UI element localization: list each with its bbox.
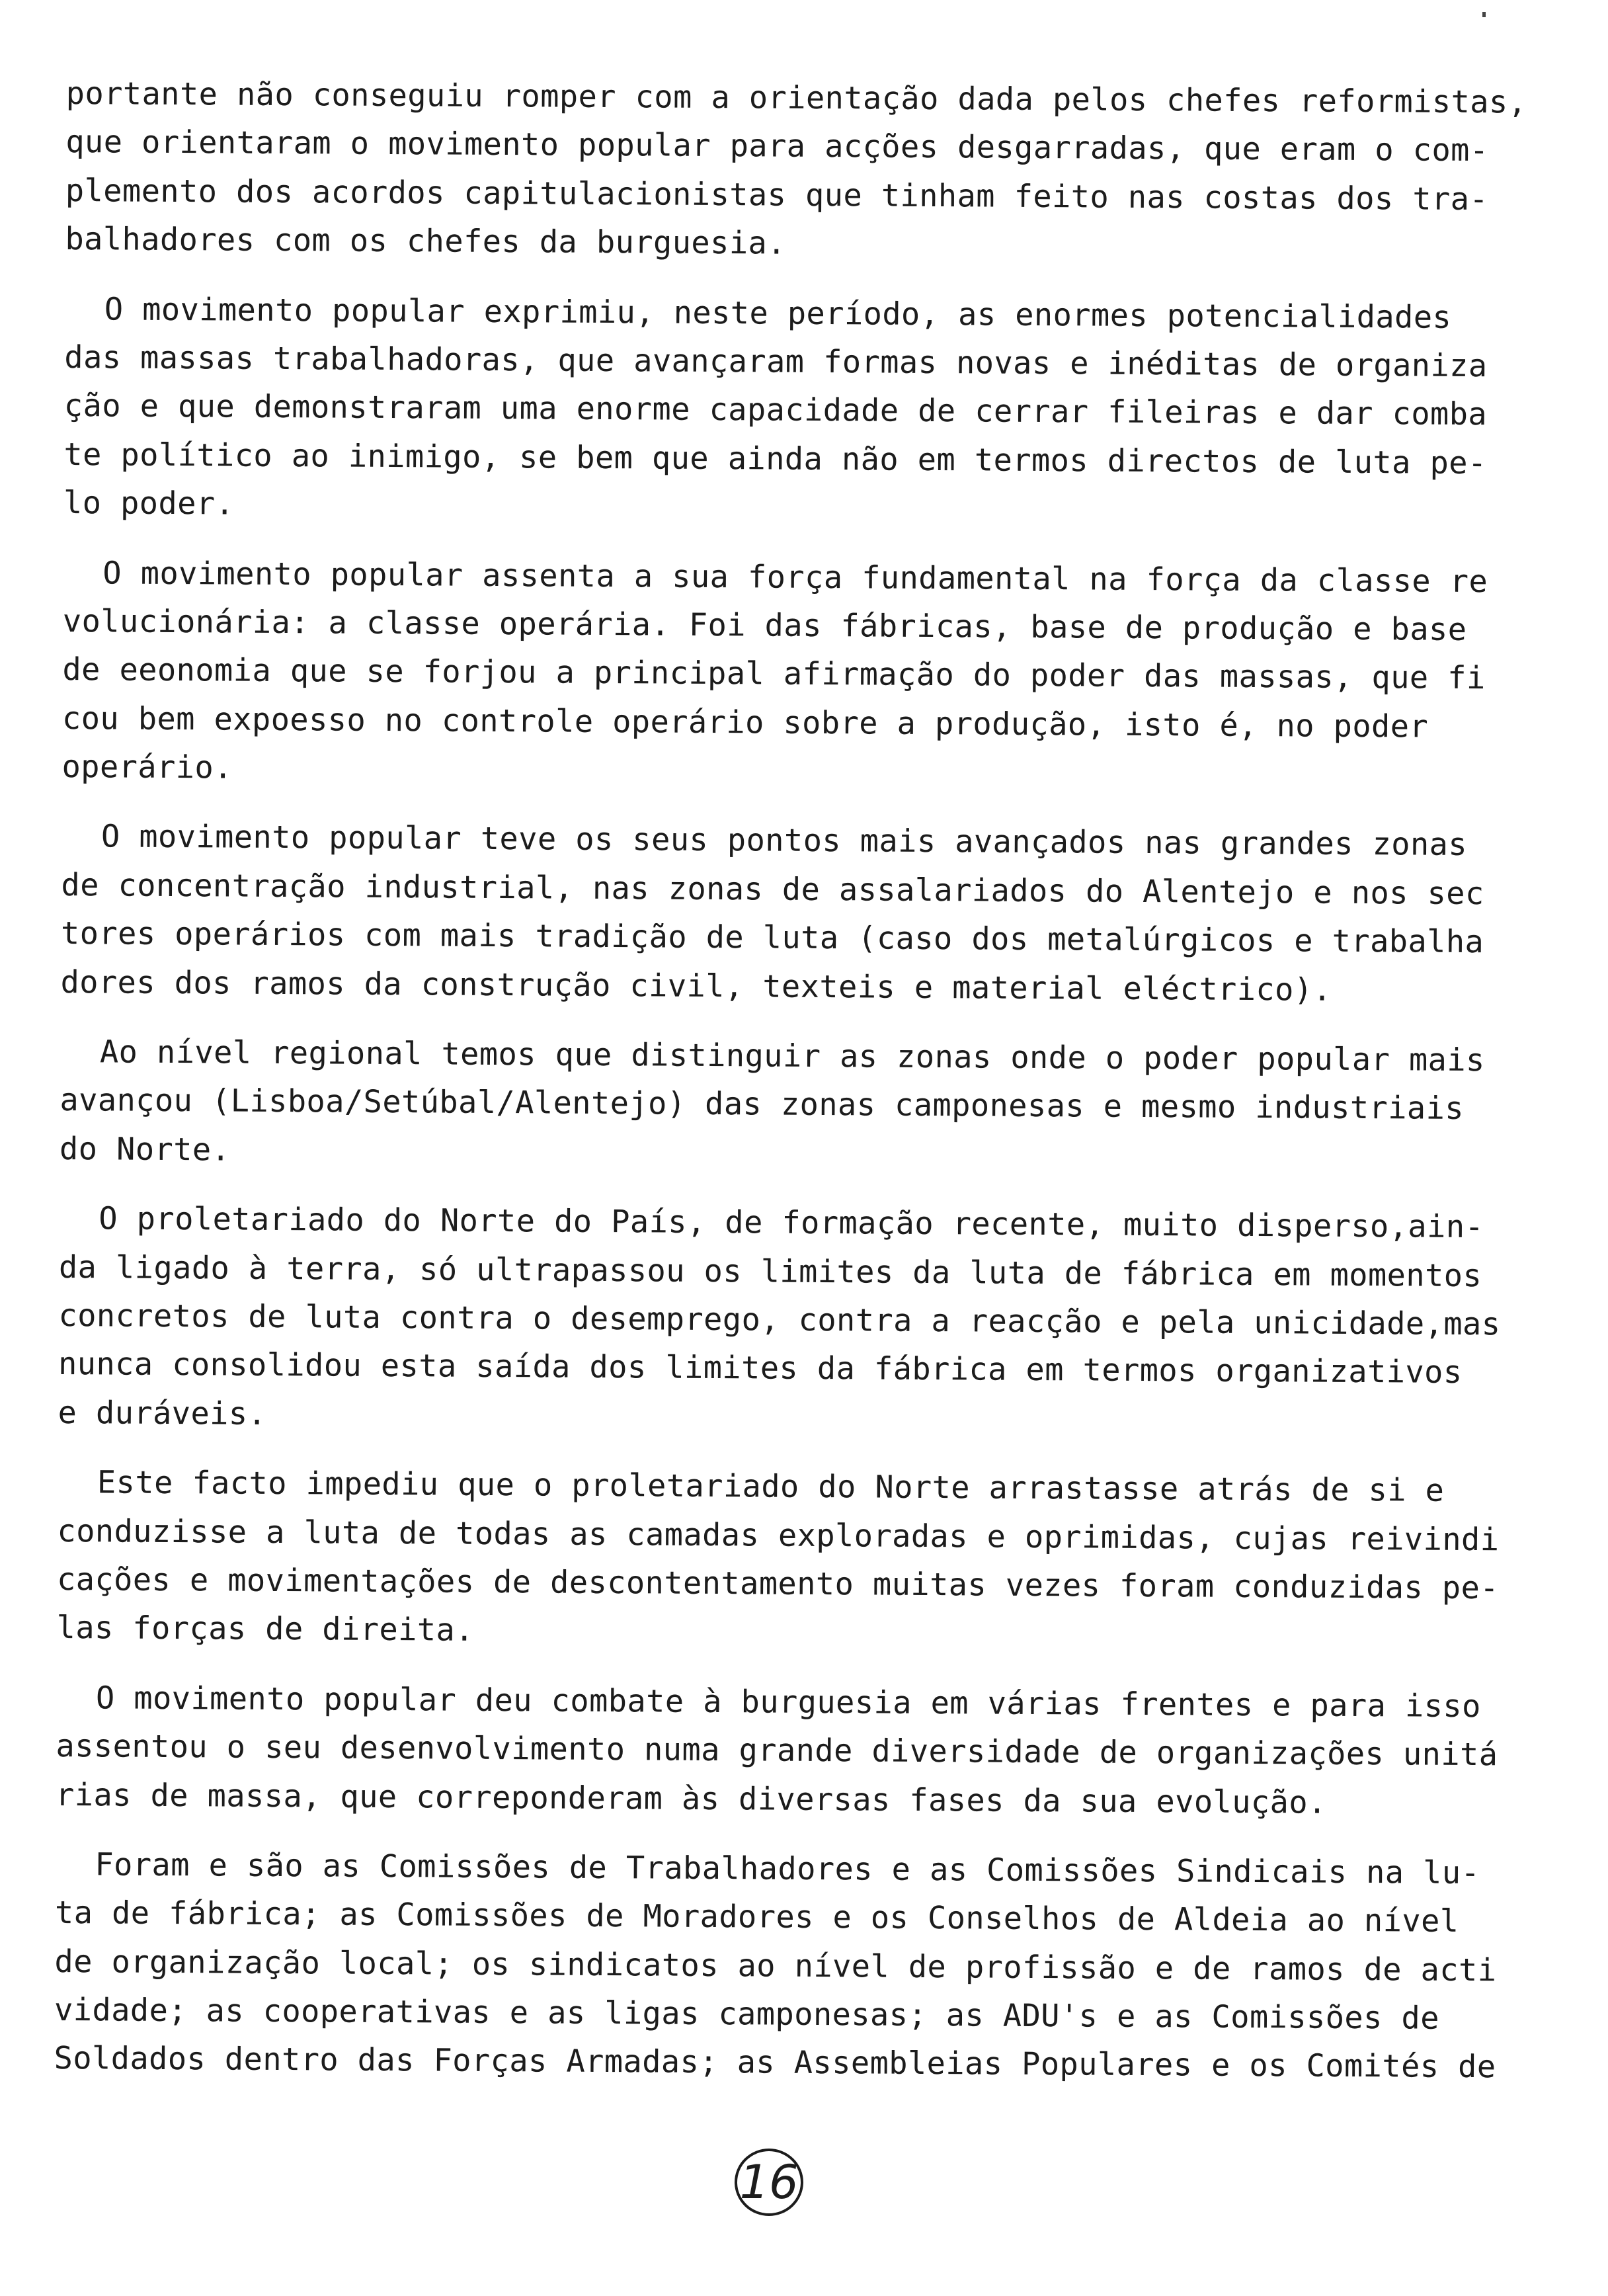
paragraph-5	[60, 1028, 1561, 1182]
text-line: tores operários com mais tradição de luta (caso dos metalúrgicos e trabalha	[60, 915, 1484, 961]
body-text	[54, 69, 1567, 2092]
scan-speck	[1482, 12, 1486, 17]
text-line: operário.	[61, 749, 233, 786]
paragraph-4	[60, 812, 1562, 1015]
text-line: lo poder.	[63, 485, 235, 522]
circled-page-number	[733, 2146, 805, 2219]
text-line: concretos de luta contra o desemprego, contra a reacção e pela unicidade,mas	[58, 1297, 1501, 1343]
paragraph-9	[54, 1840, 1556, 2092]
text-line: e duráveis.	[58, 1394, 267, 1432]
text-line: O movimento popular assenta a sua força fundamental na força da classe re	[102, 554, 1488, 600]
text-line: que orientaram o movimento popular para acções desgarradas, que eram o com-	[65, 124, 1489, 169]
text-line: balhadores com os chefes da burguesia.	[65, 221, 787, 262]
text-line: cou bem expoesso no controle operário sobre a produção, isto é, no poder	[61, 700, 1429, 745]
paragraph-2	[63, 285, 1566, 537]
text-line: ta de fábrica; as Comissões de Moradores e os Conselhos de Aldeia ao nível	[54, 1895, 1459, 1940]
text-line: das massas trabalhadoras, que avançaram formas novas e inéditas de organiza	[64, 339, 1488, 385]
text-line: nunca consolidou esta saída dos limites da fábrica em termos organizativos	[58, 1346, 1463, 1391]
text-line: te político ao inimigo, se bem que ainda não em termos directos de luta pe-	[63, 436, 1487, 481]
paragraph-3	[61, 549, 1564, 801]
text-line: Ao nível regional temos que distinguir as zonas onde o poder popular mais	[99, 1034, 1485, 1079]
paragraph-8	[56, 1674, 1557, 1828]
text-line: de organização local; os sindicatos ao nível de profissão e de ramos de acti	[54, 1943, 1497, 1988]
paragraph-1	[65, 69, 1567, 272]
text-line: portante não conseguiu romper com a orientação dada pelos chefes reformistas,	[65, 75, 1527, 121]
text-line: de concentração industrial, nas zonas de assalariados do Alentejo e nos sec	[61, 866, 1484, 912]
page-number	[733, 2146, 805, 2219]
text-line: Soldados dentro das Forças Armadas; as Assembleias Populares e os Comités de	[54, 2040, 1496, 2086]
text-line: O movimento popular deu combate à burguesia em várias frentes e para isso	[95, 1680, 1481, 1725]
text-line: assentou o seu desenvolvimento numa grande diversidade de organizações unitá	[56, 1728, 1498, 1774]
text-line: Este facto impediu que o proletariado do Norte arrastasse atrás de si e	[97, 1464, 1445, 1509]
text-line: vidade; as cooperativas e as ligas camponesas; as ADU's e as Comissões de	[54, 1992, 1440, 2037]
text-line: volucionária: a classe operária. Foi das fábricas, base de produção e base	[62, 602, 1467, 648]
text-line: plemento dos acordos capitulacionistas que tinham feito nas costas dos tra-	[65, 172, 1489, 218]
paragraph-7	[56, 1458, 1558, 1661]
text-line: O movimento popular teve os seus pontos mais avançados nas grandes zonas	[100, 818, 1468, 864]
page-number-text: 16	[739, 2155, 799, 2209]
text-line: do Norte.	[59, 1130, 231, 1168]
text-line: conduzisse a luta de todas as camadas exploradas e oprimidas, cujas reivindi	[57, 1512, 1500, 1558]
text-line: da ligado à terra, só ultrapassou os limites da luta de fábrica em momentos	[58, 1249, 1482, 1294]
text-line: O movimento popular exprimiu, neste período, as enormes potencialidades	[104, 290, 1452, 336]
text-line: de eeonomia que se forjou a principal afirmação do poder das massas, que fi	[62, 651, 1486, 697]
text-line: dores dos ramos da construção civil, texteis e material eléctrico).	[60, 964, 1332, 1008]
text-line: rias de massa, que correponderam às diversas fases da sua evolução.	[55, 1776, 1327, 1821]
text-line: Foram e são as Comissões de Trabalhadores e as Comissões Sindicais na lu-	[95, 1846, 1480, 1892]
text-line: ção e que demonstraram uma enorme capacidade de cerrar fileiras e dar comba	[63, 388, 1488, 433]
text-line: las forças de direita.	[56, 1610, 475, 1649]
text-line: avançou (Lisboa/Setúbal/Alentejo) das zonas camponesas e mesmo industriais	[60, 1082, 1465, 1128]
text-line: cações e movimentações de descontentamento muitas vezes foram conduzidas pe-	[56, 1561, 1500, 1607]
paragraph-6	[58, 1194, 1560, 1446]
text-line: O proletariado do Norte do País, de formação recente, muito disperso,ain-	[99, 1200, 1484, 1246]
